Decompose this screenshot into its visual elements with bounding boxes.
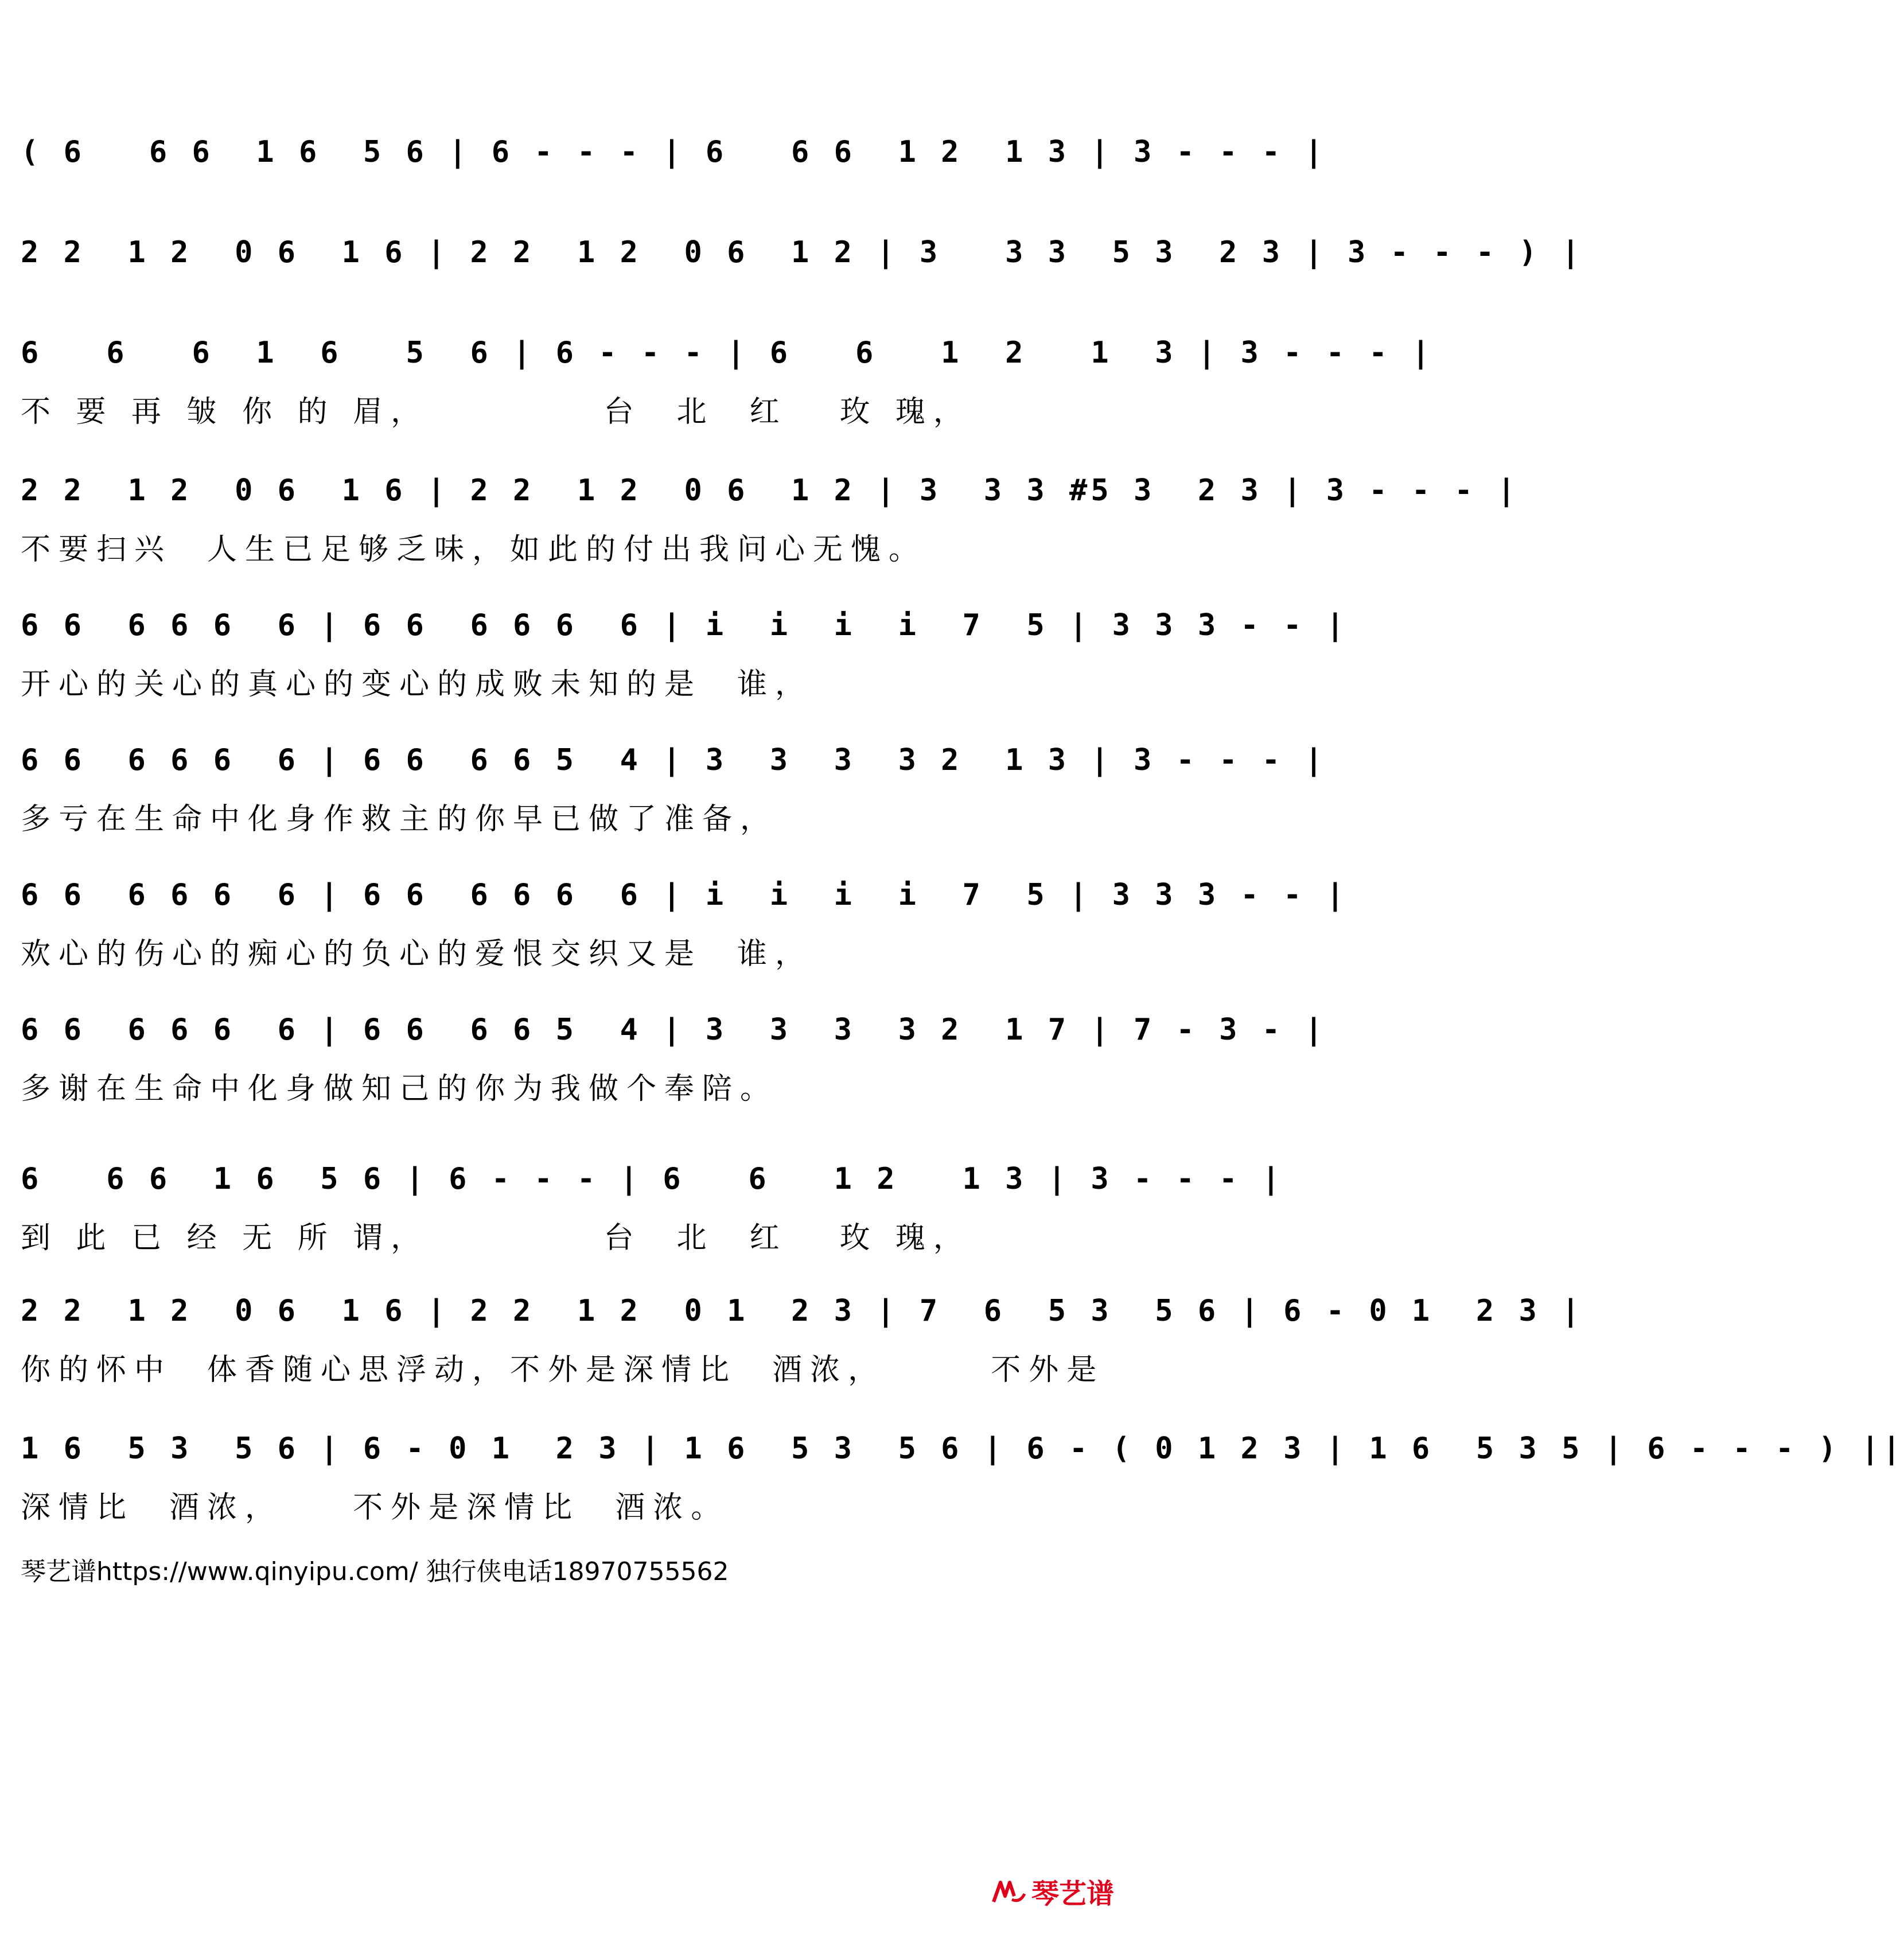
lyric-line: 深情比 酒浓， 不外是深情比 酒浓。 [21,1491,729,1525]
notation-line: 2 2 1 2 0 6 1 6 | 2 2 1 2 0 6 1 2 | 3 3 3 5 3 2 3 | 3 - - - ) | [21,235,1583,270]
logo-text: 琴艺谱 [1031,1878,1114,1910]
notation-line: 6 6 6 6 6 6 | 6 6 6 6 5 4 | 3 3 3 3 2 1 3 | 3 - - - | [21,743,1326,777]
notation-line: 2 2 1 2 0 6 1 6 | 2 2 1 2 0 6 1 2 | 3 3 3 #5 3 2 3 | 3 - - - | [21,473,1519,508]
score-system-3 [21,318,1434,429]
score-system-7 [21,861,1348,971]
notation-line: 6 6 6 6 6 6 | 6 6 6 6 6 6 | i i i i 7 5 | 3 3 3 - - | [21,608,1348,643]
score-system-1 [21,118,1326,186]
score-system-9 [21,1145,1284,1255]
score-system-2 [21,218,1583,287]
notation-line: 1 6 5 3 5 6 | 6 - 0 1 2 3 | 1 6 5 3 5 6 | 6 - ( 0 1 2 3 | 1 6 5 3 5 | 6 - - - ) || [21,1431,1904,1466]
lyric-line: 多谢在生命中化身做知己的你为我做个奉陪。 [21,1072,778,1106]
score-system-4 [21,456,1519,567]
qinyipu-logo-icon [991,1877,1026,1906]
lyric-line: 不要扫兴 人生已足够乏味，如此的付出我问心无愧。 [21,532,927,567]
lyric-line: 不 要 再 皱 你 的 眉， 台 北 红 玫 瑰， [21,395,971,429]
score-system-5 [21,591,1348,702]
score-system-11 [21,1414,1904,1525]
lyric-line: 多亏在生命中化身作救主的你早已做了准备， [21,802,778,836]
site-logo[interactable] [991,1871,1114,1911]
lyric-line: 开心的关心的真心的变心的成败未知的是 谁， [21,667,813,702]
notation-line: 6 6 6 1 6 5 6 | 6 - - - | 6 6 1 2 1 3 | 3 - - - | [21,336,1434,370]
lyric-line: 欢心的伤心的痴心的负心的爱恨交织又是 谁， [21,937,813,971]
notation-line: 6 6 6 6 6 6 | 6 6 6 6 6 6 | i i i i 7 5 | 3 3 3 - - | [21,878,1348,912]
lyric-line: 到 此 已 经 无 所 谓， 台 北 红 玫 瑰， [21,1221,971,1255]
score-system-10 [21,1277,1583,1387]
notation-line: 6 6 6 6 6 6 | 6 6 6 6 5 4 | 3 3 3 3 2 1 7 | 7 - 3 - | [21,1013,1326,1047]
lyric-line: 你的怀中 体香随心思浮动，不外是深情比 酒浓， 不外是 [21,1353,1105,1387]
notation-line: 2 2 1 2 0 6 1 6 | 2 2 1 2 0 1 2 3 | 7 6 5 3 5 6 | 6 - 0 1 2 3 | [21,1294,1583,1328]
score-system-8 [21,995,1326,1106]
score-system-6 [21,726,1326,836]
notation-line: 6 6 6 1 6 5 6 | 6 - - - | 6 6 1 2 1 3 | 3 - - - | [21,1162,1284,1196]
source-footer: 琴艺谱https://www.qinyipu.com/ 独行侠电话18970755562 [21,1557,729,1586]
notation-line: ( 6 6 6 1 6 5 6 | 6 - - - | 6 6 6 1 2 1 3 | 3 - - - | [21,135,1326,169]
